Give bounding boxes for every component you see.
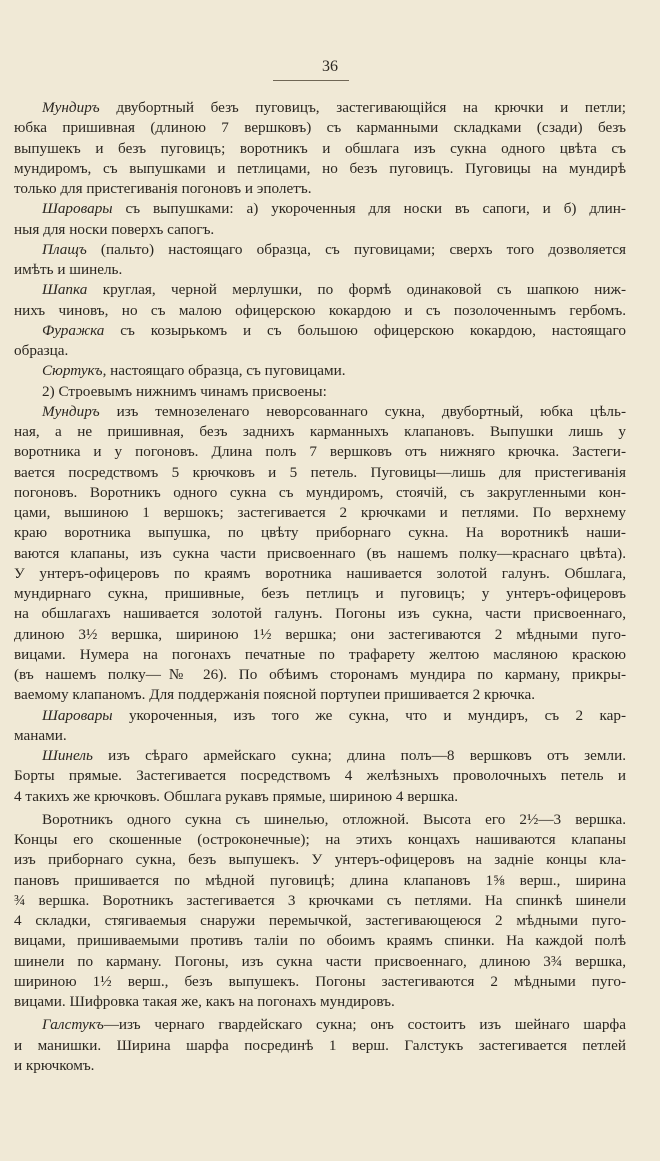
text-line: [14, 810, 626, 830]
text-line: [14, 584, 626, 604]
line-text: только для пристегиванія погоновъ и эполетъ.: [14, 180, 312, 197]
text-line: [14, 98, 626, 118]
line-text: воротника и у погоновъ. Длина полъ 7 вершковъ отъ нижняго крючка. Застеги-: [14, 443, 626, 461]
text-line: [14, 544, 626, 564]
italic-term: Галстукъ: [42, 1016, 104, 1034]
text-line: [14, 645, 626, 665]
text-line: [14, 159, 626, 179]
text-line: [14, 746, 626, 766]
text-line: [14, 830, 626, 850]
line-text: съ выпушками: а) укороченныя для носки въ сапоги, и б) длин-: [112, 200, 626, 218]
italic-term: Шаровары: [42, 706, 113, 724]
line-text: юбка пришивная (длиною 7 вершковъ) съ карманными складками (сзади) безъ: [14, 119, 626, 137]
text-line: [14, 931, 626, 951]
italic-term: Фуражка: [42, 321, 105, 339]
line-text: шириною 1½ верш., безъ выпушекъ. Погоны застегиваются 2 мѣдными пуго-: [14, 972, 626, 990]
line-text: изъ приборнаго сукна, безъ выпушекъ. У унтеръ-офицеровъ на задніе концы кла-: [14, 851, 626, 869]
italic-term: Шинель: [42, 747, 93, 764]
line-text: манами.: [14, 726, 67, 744]
line-text: нихъ чиновъ, но съ малою офицерскою кокардою и съ позолоченнымъ гербомъ.: [14, 301, 626, 319]
line-text: укороченныя, изъ того же сукна, что и мундиръ, съ 2 кар-: [112, 706, 626, 724]
text-line: [14, 625, 626, 645]
text-line: [14, 139, 626, 159]
text-line: [14, 604, 626, 624]
text-line: [14, 260, 626, 280]
text-line: [14, 118, 626, 138]
text-line: [14, 726, 626, 746]
line-text: ныя для носки поверхъ сапогъ.: [14, 220, 215, 238]
line-text: Воротникъ одного сукна съ шинелью, отложной. Высота его 2½—3 вершка.: [42, 810, 626, 828]
line-text: круглая, черной мерлушки, по формѣ одинаковой съ шапкою ниж-: [87, 281, 626, 299]
line-text: вицами, пришиваемыми противъ таліи по обоимъ краямъ спинки. На каждой полѣ: [14, 932, 626, 950]
text-line: [14, 706, 626, 726]
line-text: вается посредствомъ 5 крючковъ и 5 петель. Пуговицы—лишь для пристегиванія: [14, 463, 626, 481]
line-text: цами, вышиною 1 вершокъ; застегивается 2 крючками и петлями. По верхнему: [14, 504, 626, 521]
text-line: [14, 523, 626, 543]
line-text: Концы его скошенные (остроконечные); на этихъ концахъ нашиваются клапаны: [14, 831, 626, 848]
text-line: [14, 220, 626, 240]
line-text: вицами. Нумера на погонахъ печатные по трафарету желтою масляною краскою: [14, 645, 626, 663]
line-text: (пальто) настоящаго образца, съ пуговицами; сверхъ того дозволяется: [86, 240, 626, 258]
line-text: краю воротника выпушка, по цвѣту приборнаго сукна. На воротникѣ наши-: [14, 524, 626, 542]
text-line: [14, 911, 626, 931]
line-text: съ козырькомъ и съ большою офицерскою кокардою, настоящаго: [104, 321, 626, 339]
text-line: [14, 321, 626, 341]
page-number-rule: [273, 80, 349, 81]
italic-term: Мундиръ: [42, 402, 100, 420]
text-line: [14, 483, 626, 503]
text-line: [14, 1015, 626, 1035]
text-line: [14, 871, 626, 891]
line-text: длиною 3½ вершка, шириною 1½ вершка; они застегиваются 2 мѣдными пуго-: [14, 625, 626, 643]
text-line: [14, 992, 626, 1012]
line-text: выпушекъ и безъ пуговицъ; воротникъ и обшлага изъ сукна одного цвѣта съ: [14, 139, 626, 157]
line-text: ваются клапаны, изъ сукна части присвоеннаго (въ нашемъ полку—краснаго цвѣта).: [14, 544, 626, 562]
text-line: [14, 341, 626, 361]
line-text: —изъ чернаго гвардейскаго сукна; онъ состоитъ изъ шейнаго шарфа: [103, 1016, 626, 1034]
line-text: 2) Строевымъ нижнимъ чинамъ присвоены:: [42, 382, 327, 400]
text-line: [14, 179, 626, 199]
line-text: образца.: [14, 342, 69, 359]
text-line: [14, 402, 626, 422]
line-text: мундиромъ, съ выпушками и петлицами, но безъ пуговицъ. Пуговицы на мундирѣ: [14, 159, 626, 177]
text-line: [14, 850, 626, 870]
text-line: [14, 665, 626, 685]
line-text: изъ сѣраго армейскаго сукна; длина полъ—8 вершковъ отъ земли.: [92, 747, 626, 764]
line-text: и крючкомъ.: [14, 1056, 95, 1074]
text-line: [14, 1056, 626, 1076]
body-text: [14, 98, 626, 1076]
line-text: У унтеръ-офицеровъ по краямъ воротника нашивается золотой галунъ. Обшлага,: [14, 564, 626, 582]
text-line: [14, 891, 626, 911]
line-text: 4 складки, стягиваемыя снаружи перемычкой, застегивающеюся 2 мѣдными пуго-: [14, 912, 626, 929]
line-text: , настоящаго образца, съ пуговицами.: [102, 362, 346, 380]
text-line: [14, 301, 626, 321]
text-line: [14, 240, 626, 260]
line-text: и манишки. Ширина шарфа посрединѣ 1 верш. Галстукъ застегивается петлей: [14, 1036, 626, 1054]
line-text: мундирнаго сукна, пришивные, безъ петлицъ и пуговицъ; у унтеръ-офицеровъ: [14, 585, 626, 602]
text-line: [14, 766, 626, 786]
line-text: ная, а не пришивная, безъ заднихъ карманныхъ клапановъ. Выпушки лишь у: [14, 423, 626, 440]
line-text: на обшлагахъ нашивается золотой галунъ. Погоны изъ сукна, части присвоеннаго,: [14, 605, 626, 623]
line-text: изъ темнозеленаго неворсованнаго сукна, двубортный, юбка цѣль-: [99, 402, 626, 420]
text-line: [14, 787, 626, 807]
italic-term: Шаровары: [42, 200, 113, 218]
line-text: погоновъ. Воротникъ одного сукна съ мундиромъ, стоячій, съ закругленными кон-: [14, 483, 626, 501]
line-text: имѣть и шинель.: [14, 261, 123, 278]
line-text: ваемому клапаномъ. Для поддержанія поясной портупеи пришивается 2 крючка.: [14, 686, 536, 704]
text-line: [14, 503, 626, 523]
line-text: ¾ вершка. Воротникъ застегивается 3 крючками съ петлями. На спинкѣ шинели: [14, 891, 626, 909]
text-line: [14, 564, 626, 584]
line-text: 4 такихъ же крючковъ. Обшлага рукавъ прямые, шириною 4 вершка.: [14, 787, 459, 805]
text-line: [14, 463, 626, 483]
text-line: [14, 1036, 626, 1056]
page-number: 36: [322, 58, 338, 75]
italic-term: Плащъ: [42, 240, 87, 258]
text-line: [14, 972, 626, 992]
text-line: [14, 280, 626, 300]
italic-term: Мундиръ: [42, 99, 100, 116]
line-text: двубортный безъ пуговицъ, застегивающійся на крючки и петли;: [99, 99, 626, 116]
text-line: [14, 442, 626, 462]
line-text: пановъ пришивается по мѣдной пуговицѣ; длина клапановъ 1⅝ верш., ширина: [14, 871, 626, 889]
italic-term: Шапка: [42, 281, 88, 299]
text-line: [14, 685, 626, 705]
text-line: [14, 361, 626, 381]
text-line: [14, 382, 626, 402]
line-text: шинели по карману. Погоны, изъ сукна части присвоеннаго, длиною 3¾ вершка,: [14, 952, 626, 970]
line-text: вицами. Шифровка такая же, какъ на погонахъ мундировъ.: [14, 993, 395, 1010]
text-line: [14, 422, 626, 442]
line-text: (въ нашемъ полку—№ 26). По обѣимъ сторонамъ мундира по карману, прикры-: [14, 666, 626, 683]
italic-term: Сюртукъ: [42, 362, 103, 380]
text-line: [14, 199, 626, 219]
line-text: Борты прямые. Застегивается посредствомъ 4 желѣзныхъ проволочныхъ петель и: [14, 767, 626, 785]
text-line: [14, 952, 626, 972]
